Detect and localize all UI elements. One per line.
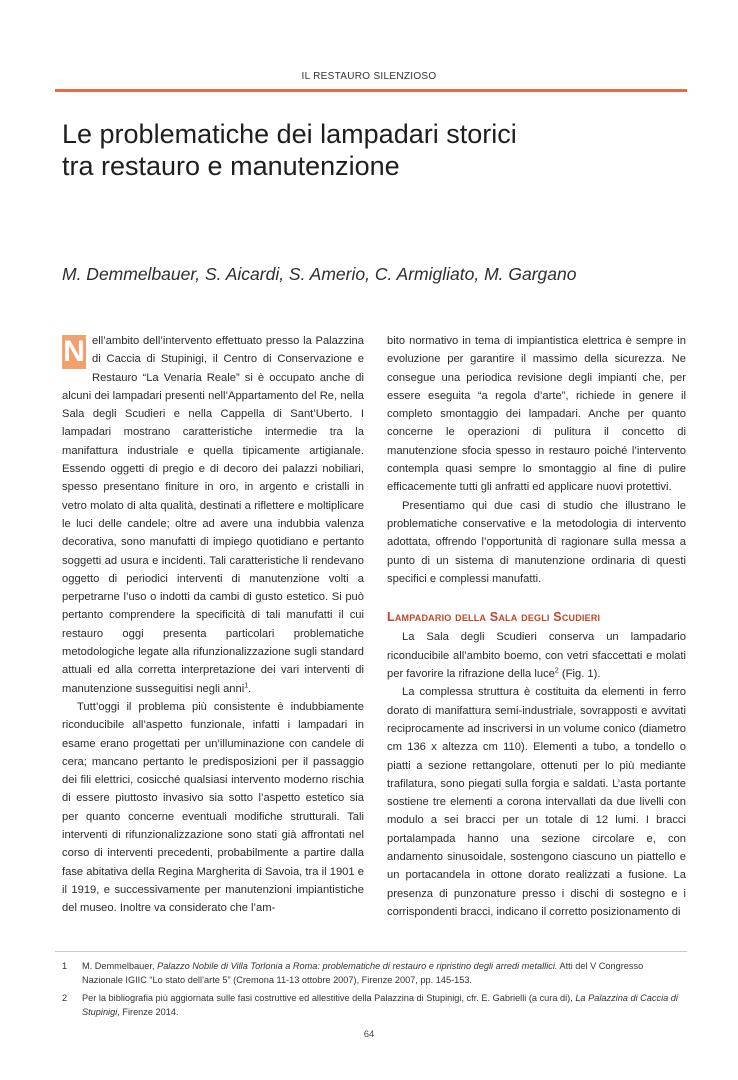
title-line-2: tra restauro e manutenzione	[62, 151, 400, 181]
paragraph-5	[387, 628, 686, 683]
page-number: 64	[363, 1029, 375, 1040]
paragraph-1	[62, 332, 364, 698]
paragraph-1-text: ell’ambito dell’intervento effettuato presso la Palazzina di Caccia di Stupinigi, il Centro di Conservazione e Restauro “La Venaria Reale” si è occupato anche di alcuni dei lampadari presenti nell’Appartamento del Re, nella Sala degli Scudieri e nella Cappella di Sant’Uberto. I lampadari mostrano caratteristiche intermedie tra la manifattura industriale e quella tipicamente artigianale. Essendo oggetti di pregio e di decoro dei palazzi nobiliari, spesso presentano finiture in oro, in argento e cristalli in vetro molato di alta qualità, destinati a riflettere e moltiplicare le luci delle candele; oltre ad avere una indubbia valenza decorativa, sono manufatti di impiego quotidiano e pertanto soggetti ad usura e incidenti. Tali caratteristiche li rendevano oggetto di periodici interventi di manutenzione volti a perpetrarne l’uso o indotti da cambi di gusto estetico. Si può pertanto comprendere la specificità di tali manufatti il cui restauro oggi presenta particolari problematiche metodologiche legate alla rifunzionalizzazione sugli standard attuali ed alla corretta interpretazione dei vari interventi di manutenzione susseguitisi negli anni	[62, 335, 364, 695]
footnote-ref-1[interactable]: 1	[244, 681, 249, 689]
paragraph-6: La complessa struttura è costituita da elementi in ferro dorato di manifattura semi-industriale, sovrapposti e avvitati reciprocamente ad inscriversi in un volume conico (diametro cm 136 x altezza cm 110). Elementi a tubo, a tondello o piatti a sezione rettangolare, ottenuti per lo più mediante trafilatura, sono piegati sulla forgia e saldati. L’asta portante sostiene tre elementi a corona intervallati da due livelli con modulo a sei bracci per un totale di 12 lumi. I bracci portalampada hanno una sezione circolare e, con andamento sinusoidale, sostengono ciascuno un piattello e un portacandela in ottone dorato realizzati a fusione. La presenza di punzonature presso i dischi di sostegno e i corrispondenti bracci, indicano il corretto posizionamento di	[387, 686, 686, 918]
footnote-italic: Palazzo Nobile di Villa Torlonia a Roma: problematiche di restauro e ripristino degli arredi metallici.	[157, 961, 558, 971]
footnote-italic: La Palazzina di Caccia di Stupinigi	[82, 992, 678, 1017]
right-column	[387, 332, 686, 921]
footnote-text: Atti del V Congresso Nazionale IGIIC “Lo stato dell’arte 5” (Cremona 11-13 ottobre 2007), Firenze 2007, pp. 145-153.	[82, 961, 644, 986]
paragraph-1-end: .	[248, 682, 252, 695]
paragraph-5-text: La Sala degli Scudieri conserva un lampadario riconducibile all’ambito boemo, con vetri sfaccettati e molati per favorire la rifrazione della luce	[387, 631, 686, 681]
drop-cap: N	[63, 335, 85, 368]
authors: M. Demmelbauer, S. Aicardi, S. Amerio, C. Armigliato, M. Gargano	[62, 264, 577, 284]
footnotes	[62, 959, 684, 1022]
title-line-1: Le problematiche dei lampadari storici	[62, 119, 517, 149]
footnote-text: , Firenze 2014.	[117, 1006, 179, 1017]
header-rule	[55, 89, 687, 92]
footnote-text: Per la bibliografia più aggiornata sulle fasi costruttive ed allestitive della Palazzina di Stupinigi, cfr. E. Gabrielli (a cura di),	[82, 992, 576, 1003]
paragraph-2: Tutt’oggi il problema più consistente è indubbiamente riconducibile all’aspetto funzionale, infatti i lampadari in esame erano progettati per un’illuminazione con candele di cera; mancano pertanto le predisposizioni per il passaggio dei fili elettrici, cosicché qualsiasi intervento moderno rischia di essere piuttosto invasivo sia sotto l’aspetto estetico sia per quanto concerne eventuali modifiche strutturali. Tali interventi di rifunzionalizzazione sono stati già affrontati nel corso di interventi precedenti, probabilmente a partire dalla fase abitativa della Regina Margherita di Savoia, tra il 1901 e il 1919, e successivamente per manutenzioni impiantistiche del museo. Inoltre va considerato che l’am-	[62, 700, 364, 915]
footnote-number: 1	[62, 961, 68, 971]
footnote-1	[62, 959, 684, 988]
section-heading: Lampadario della Sala degli Scudieri	[387, 610, 601, 625]
paragraph-4: Presentiamo qui due casi di studio che illustrano le problematiche conservative e la metodologia di intervento adottata, offrendo l’opportunità di ragionare sulla messa a punto di un sistema di manutenzione ordinaria di questi specifici e complessi manufatti.	[387, 499, 686, 585]
footnote-rule	[55, 951, 687, 952]
running-head: IL RESTAURO SILENZIOSO	[301, 71, 437, 82]
paragraph-5-end: (Fig. 1).	[558, 668, 601, 681]
footnote-ref-2[interactable]: 2	[554, 667, 559, 675]
paragraph-3: bito normativo in tema di impiantistica elettrica è sempre in evoluzione per garantire il massimo della sicurezza. Ne consegue una periodica revisione degli impianti che, per essere eseguita “a regola d’arte”, richiede in genere il completo smontaggio dei lampadari. Anche per quanto concerne le operazioni di pulitura il concetto di manutenzione sfocia spesso in restauro poiché l’intervento contempla quasi sempre lo smontaggio al fine di pulire efficacemente tutti gli anfratti ed applicare nuovi protettivi.	[387, 335, 686, 494]
left-column	[62, 332, 364, 918]
footnote-number: 2	[62, 992, 68, 1003]
footnote-text: M. Demmelbauer,	[82, 961, 158, 971]
footnote-2	[62, 991, 684, 1020]
article-title	[62, 118, 682, 182]
